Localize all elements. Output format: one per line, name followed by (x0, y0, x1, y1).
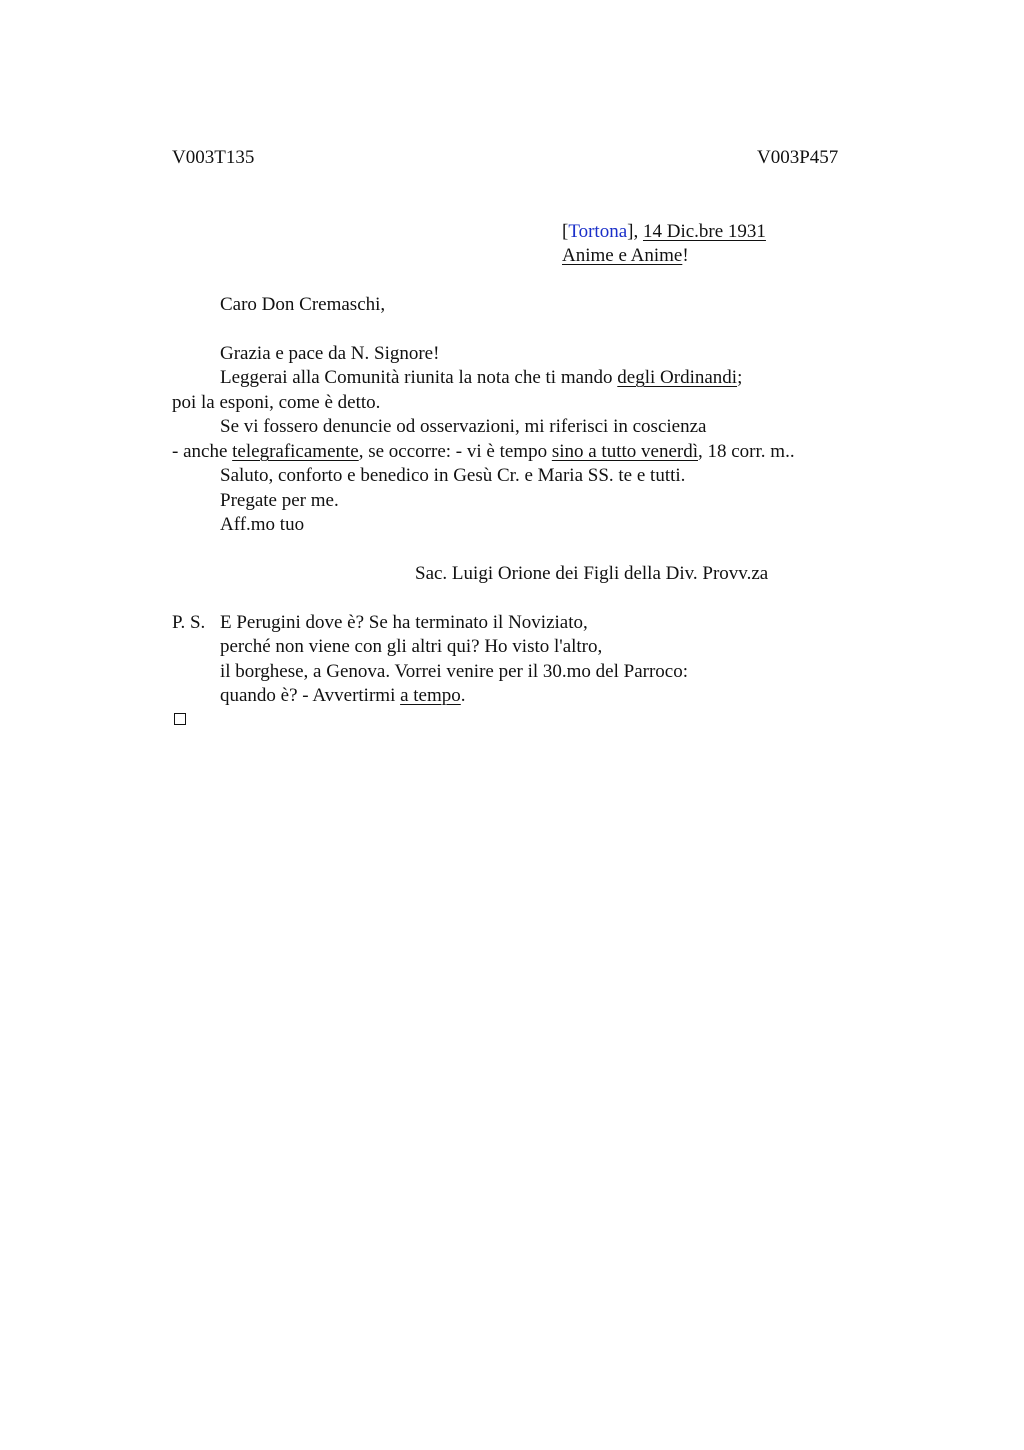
header-right-code: V003P457 (757, 147, 839, 168)
telegraficamente-underlined: telegraficamente (232, 441, 359, 462)
a-tempo-underlined: a tempo (400, 685, 461, 706)
body-line-1-text: Leggerai alla Comunità riunita la nota che ti mando (220, 367, 618, 388)
body-line-1 (220, 366, 742, 390)
motto: Anime e Anime (562, 245, 683, 266)
body-line-6: Pregate per me. (220, 490, 339, 511)
postscript-line-4 (220, 684, 466, 708)
venerdi-underlined: sino a tutto venerdì (551, 441, 698, 462)
signature: Sac. Luigi Orione dei Figli della Div. Provv.za (415, 563, 769, 584)
body-line-7: Aff.mo tuo (220, 514, 305, 535)
dateline (562, 220, 766, 244)
postscript-label: P. S. (172, 612, 206, 633)
ordinandi-underlined: degli Ordinandi (617, 367, 738, 388)
postscript-line-4-end: . (460, 685, 466, 706)
postscript-line-3: il borghese, a Genova. Vorrei venire per il 30.mo del Parroco: (220, 661, 689, 682)
letter-date: 14 Dic.bre 1931 (642, 221, 766, 242)
body-line-4-start: - anche (172, 441, 233, 462)
body-line-4-mid: , se occorre: - vi è tempo (358, 441, 552, 462)
salutation: Caro Don Cremaschi, (220, 294, 386, 315)
greeting: Grazia e pace da N. Signore! (220, 343, 440, 364)
open-bracket: [ (562, 221, 569, 242)
body-line-5: Saluto, conforto e benedico in Gesù Cr. e Maria SS. te e tutti. (220, 465, 686, 486)
body-line-4 (172, 440, 795, 464)
postscript-line-4-start: quando è? - Avvertirmi (220, 685, 401, 706)
body-line-2: poi la esponi, come è detto. (172, 392, 381, 413)
end-marker-box-icon (174, 713, 186, 725)
motto-end: ! (682, 245, 689, 266)
body-line-1-end: ; (737, 367, 743, 388)
body-line-3: Se vi fossero denuncie od osservazioni, mi riferisci in coscienza (220, 416, 707, 437)
body-line-4-end: , 18 corr. m.. (698, 441, 795, 462)
postscript-line-2: perché non viene con gli altri qui? Ho visto l'altro, (220, 636, 603, 657)
place-name: Tortona (568, 221, 628, 242)
postscript-line-1: E Perugini dove è? Se ha terminato il Noviziato, (220, 612, 588, 633)
motto-line (562, 244, 689, 268)
header-left-code: V003T135 (172, 147, 255, 168)
close-bracket: ], (627, 221, 643, 242)
